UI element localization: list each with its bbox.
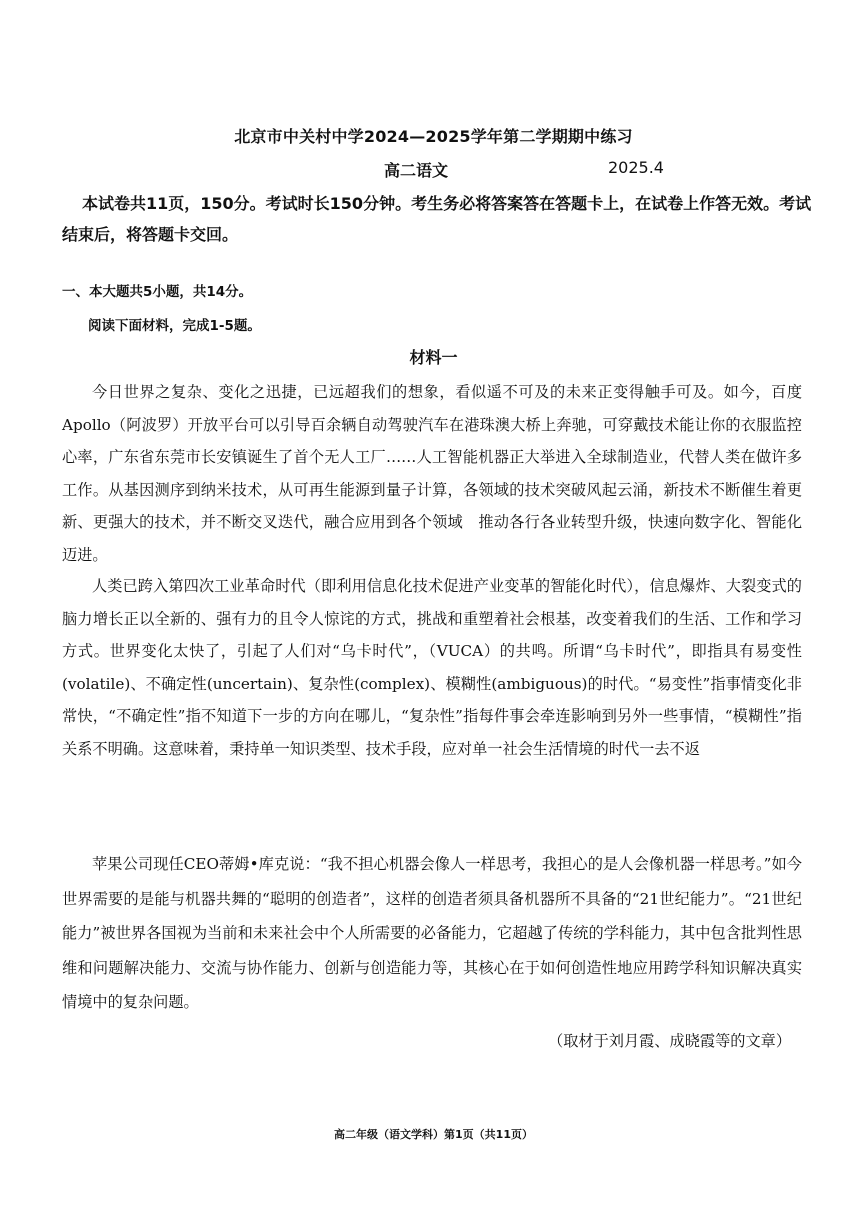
paragraph-2: 人类已跨入第四次工业革命时代（即利用信息化技术促进产业变革的智能化时代），信息爆炸、大裂变式的脑力增长正以全新的、强有力的且令人惊诧的方式，挑战和重塑着社会根基，改变着我们的生活、工作和学习方式。世界变化太快了，引起了人们对“乌卡时代”，（VUCA）的共鸣。所谓“乌卡时代”，即指具有易变性(volatile)、不确定性(uncertain)、复杂性(complex)、模糊性(ambiguous)的时代。“易变性”指事情变化非常快，“不确定性”指不知道下一步的方向在哪儿，“复杂性”指每件事会牵连影响到另外一些事情，“模糊性”指关系不明确。这意味着，秉持单一知识类型、技术手段，应对单一社会生活情境的时代一去不返 bbox=[62, 577, 802, 758]
source-citation: （取材于刘月霞、成晓霞等的文章） bbox=[548, 1032, 791, 1050]
section-heading: 一、本大题共5小题，共14分。 bbox=[62, 284, 253, 300]
reading-instruction: 阅读下面材料，完成1-5题。 bbox=[88, 318, 261, 334]
material-title: 材料一 bbox=[409, 348, 458, 367]
page-footer: 高二年级（语文学科）第1页（共11页） bbox=[334, 1128, 533, 1141]
paragraph-3: 苹果公司现任CEO蒂姆•库克说：“我不担心机器会像人一样思考，我担心的是人会像机器一样思考。”如今世界需要的是能与机器共舞的“聪明的创造者”，这样的创造者须具备机器所不具备的“21世纪能力”。“21世纪能力”被世界各国视为当前和未来社会中个人所需要的必备能力，它超越了传统的学科能力，其中包含批判性思维和问题解决能力、交流与协作能力、创新与创造能力等，其核心在于如何创造性地应用跨学科知识解决真实情境中的复杂问题。 bbox=[62, 855, 802, 1011]
exam-title: 北京市中关村中学2024—2025学年第二学期期中练习 bbox=[234, 127, 633, 146]
exam-instructions: 本试卷共11页，150分。考试时长150分钟。考生务必将答案答在答题卡上，在试卷上作答无效。考试结束后，将答题卡交回。 bbox=[62, 194, 812, 244]
paragraph-1: 今日世界之复杂、变化之迅捷，已远超我们的想象，看似遥不可及的未来正变得触手可及。如今，百度Apollo（阿波罗）开放平台可以引导百余辆自动驾驶汽车在港珠澳大桥上奔驰，可穿戴技术能让你的衣服监控心率，广东省东莞市长安镇诞生了首个无人工厂……人工智能机器正大举进入全球制造业，代替人类在做许多工作。从基因测序到纳米技术，从可再生能源到量子计算，各领域的技术突破风起云涌，新技术不断催生着更新、更强大的技术，并不断交叉迭代，融合应用到各个领域 推动各行各业转型升级，快速向数字化、智能化迈进。 bbox=[62, 383, 802, 564]
subject-label: 高二语文 bbox=[384, 161, 449, 180]
exam-date: 2025.4 bbox=[608, 158, 664, 177]
